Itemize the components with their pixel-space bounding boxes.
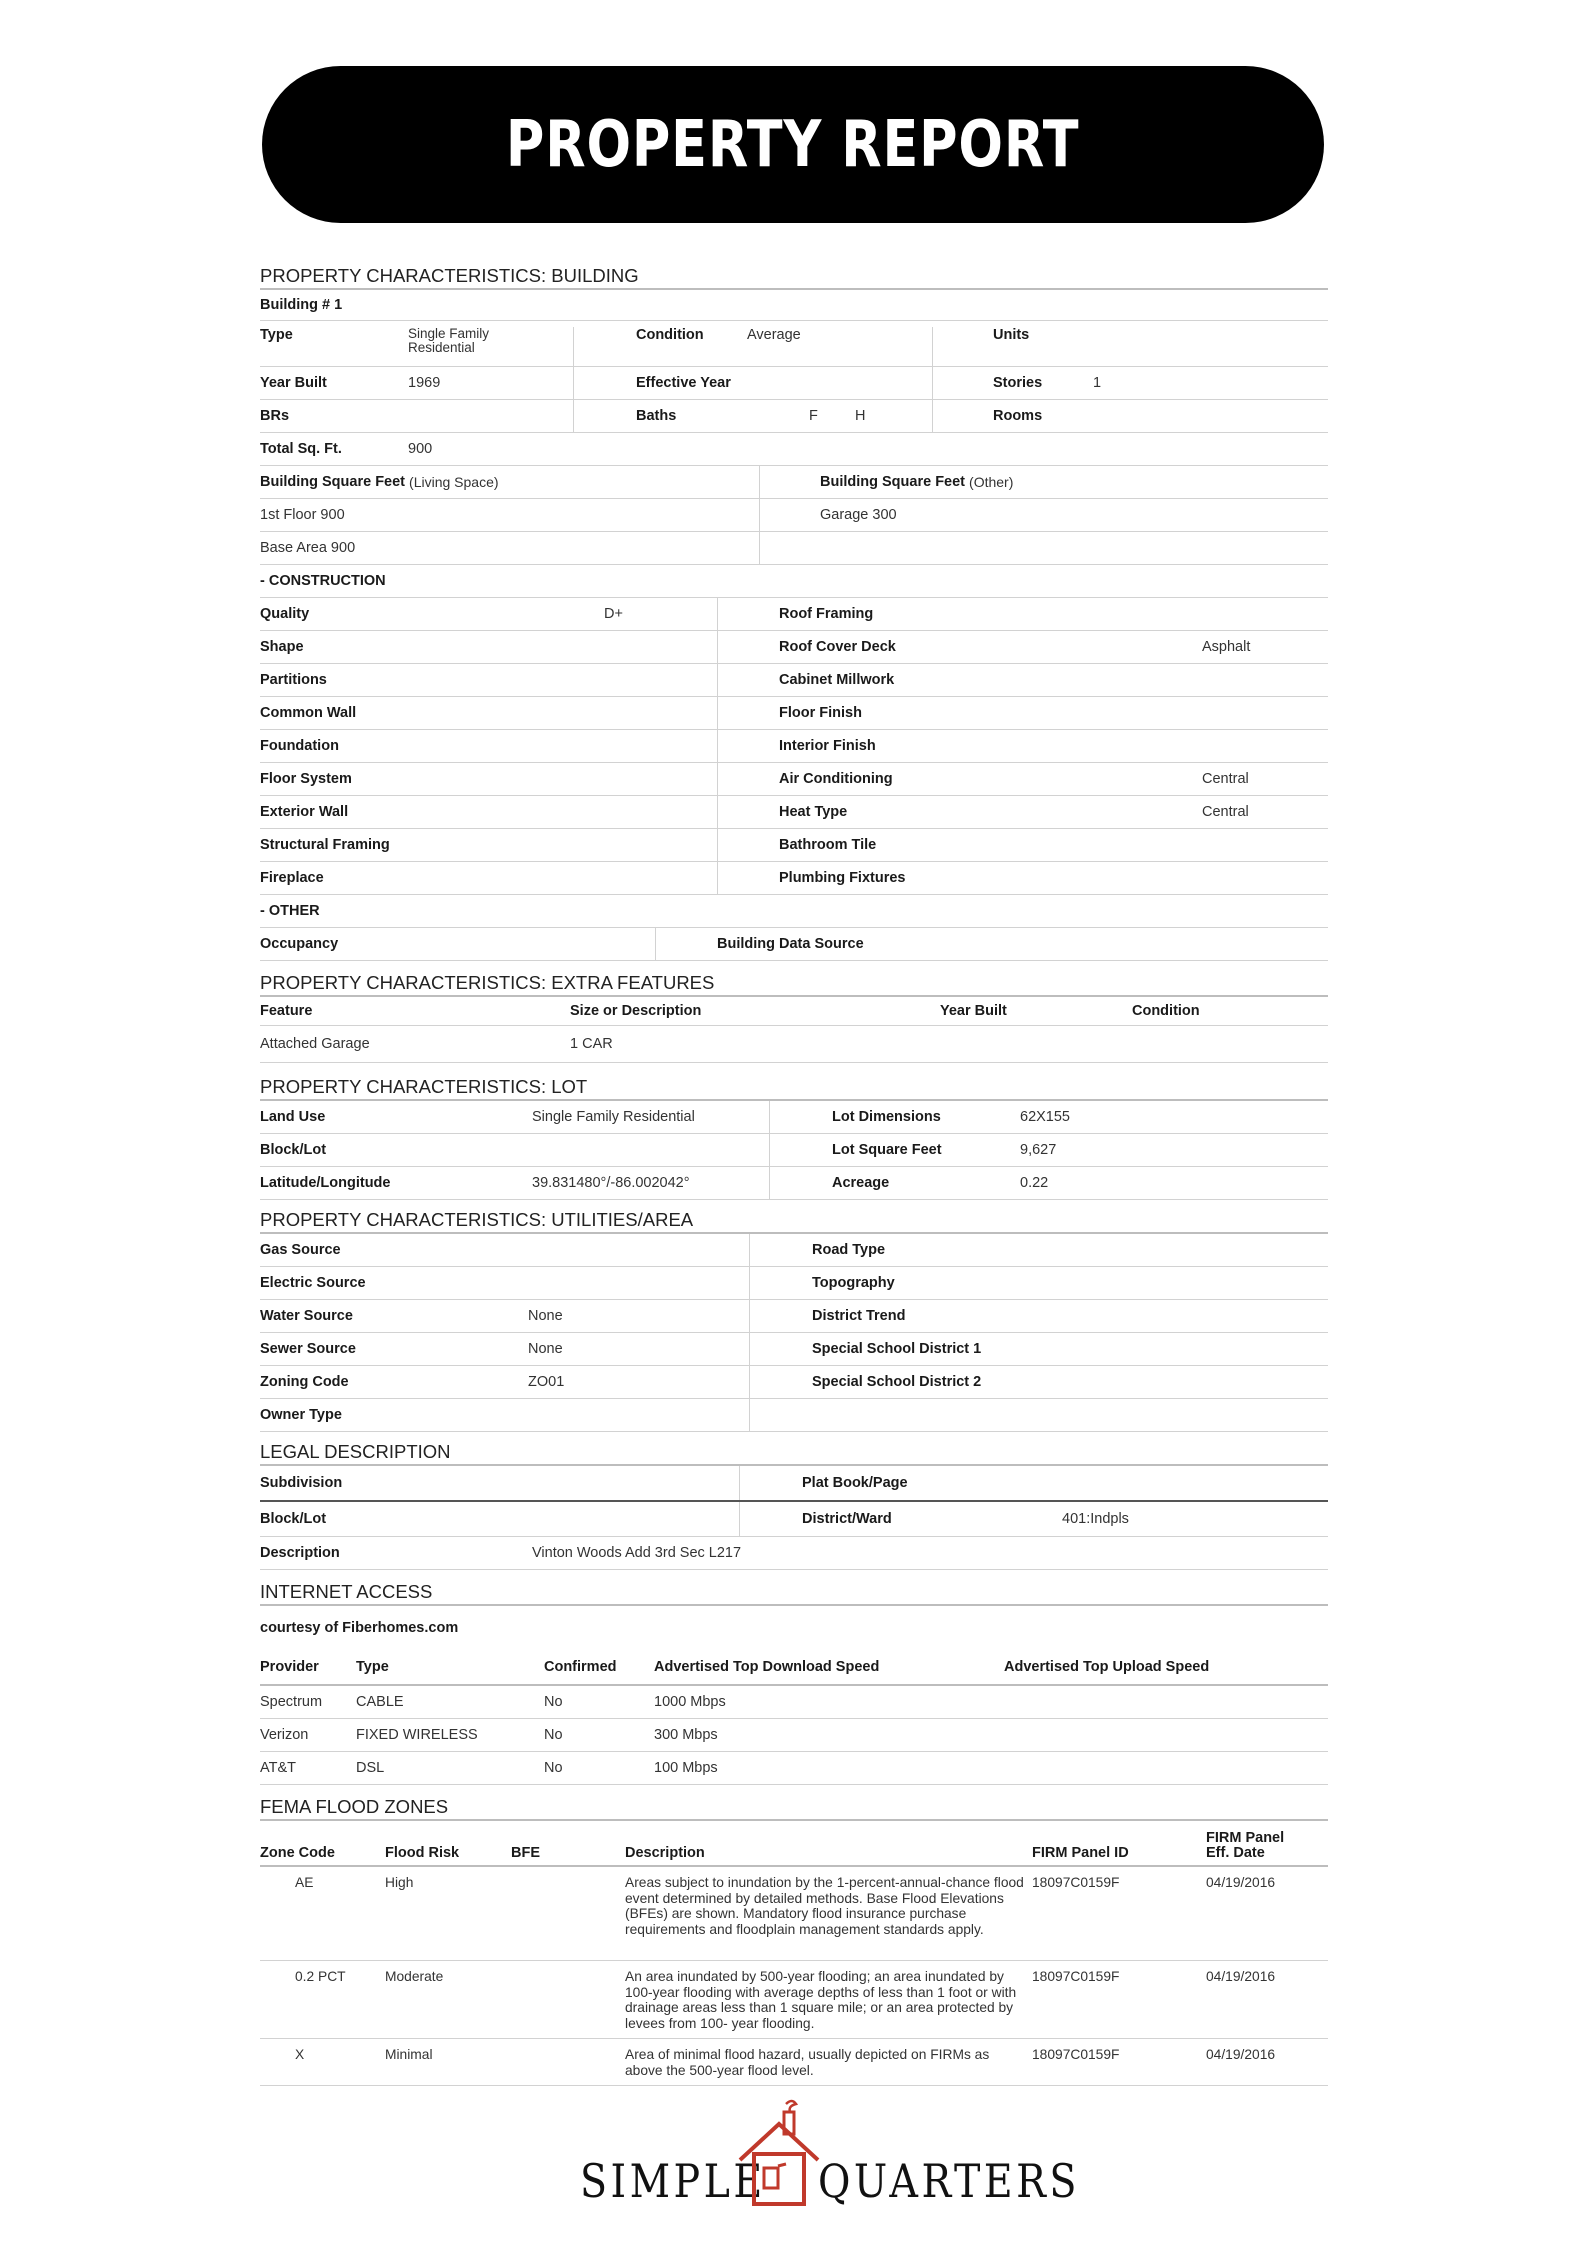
- utility-left-value: [528, 1399, 750, 1431]
- section-title-utilities: PROPERTY CHARACTERISTICS: UTILITIES/AREA: [260, 1208, 1328, 1234]
- fema-bfe: [511, 1969, 625, 2038]
- col-zone-code: Zone Code: [260, 1845, 335, 1861]
- condition-value: Average: [747, 327, 933, 366]
- fema-table: [260, 1867, 1328, 2086]
- utility-right-label: Special School District 1: [812, 1341, 982, 1357]
- construction-right-label: Air Conditioning: [779, 771, 893, 787]
- utility-right-label: Road Type: [812, 1242, 886, 1258]
- lot-left-value: Single Family Residential: [532, 1101, 770, 1133]
- logo-left-word: SIMPLE: [580, 2154, 766, 2208]
- fema-zone: 0.2 PCT: [295, 1969, 346, 1984]
- brs-label: BRs: [260, 400, 574, 432]
- occupancy-row: [260, 928, 1328, 961]
- legal-block-lot-label: Block/Lot: [260, 1502, 740, 1536]
- construction-left-value: [604, 631, 718, 663]
- type-label: Type: [260, 327, 293, 343]
- building-number-row: [260, 290, 1328, 321]
- internet-type: FIXED WIRELESS: [356, 1727, 478, 1743]
- utility-left-value: None: [528, 1333, 750, 1365]
- section-title-lot: PROPERTY CHARACTERISTICS: LOT: [260, 1075, 1328, 1101]
- col-type: Type: [356, 1659, 389, 1675]
- feature-year: [940, 1026, 1132, 1062]
- col-feature: Feature: [260, 1003, 313, 1019]
- utility-left-label: Electric Source: [260, 1275, 366, 1291]
- sqft-header-row: [260, 466, 1328, 499]
- construction-left-label: Structural Framing: [260, 837, 390, 853]
- units-label: Units: [993, 327, 1030, 343]
- col-firm-eff-date: FIRM Panel Eff. Date: [1206, 1830, 1285, 1861]
- fema-row: [260, 2039, 1328, 2086]
- internet-download: 1000 Mbps: [654, 1694, 726, 1710]
- lot-row: [260, 1101, 1328, 1134]
- fema-risk: High: [385, 1875, 414, 1890]
- district-row: [260, 1502, 1328, 1537]
- internet-provider: Verizon: [260, 1727, 309, 1743]
- fema-row: [260, 1961, 1328, 2039]
- condition-label: Condition: [636, 327, 704, 343]
- baths-label: Baths: [636, 408, 677, 424]
- baths-h: H: [855, 400, 933, 432]
- first-floor: 1st Floor 900: [260, 499, 760, 531]
- fema-bfe: [511, 1875, 625, 1960]
- col-size: Size or Description: [570, 1003, 702, 1019]
- other-note: (Other): [969, 474, 1014, 490]
- utility-row: [260, 1234, 1328, 1267]
- other-heading-row: [260, 895, 1328, 928]
- utility-left-value: ZO01: [528, 1366, 750, 1398]
- construction-left-value: [604, 763, 718, 795]
- fema-panel-id: 18097C0159F: [1032, 1875, 1120, 1890]
- first-floor-row: [260, 499, 1328, 532]
- utility-left-label: Owner Type: [260, 1407, 342, 1423]
- col-year-built: Year Built: [940, 1003, 1007, 1019]
- brand-logo: [578, 2098, 1080, 2208]
- logo-right-word: QUARTERS: [818, 2154, 1080, 2208]
- occupancy-label: Occupancy: [260, 928, 656, 960]
- internet-provider: Spectrum: [260, 1694, 323, 1710]
- construction-left-label: Fireplace: [260, 870, 324, 886]
- fema-row: [260, 1867, 1328, 1961]
- col-download: Advertised Top Download Speed: [654, 1659, 880, 1675]
- fema-eff-date: 04/19/2016: [1206, 2047, 1276, 2062]
- other-heading: - OTHER: [260, 903, 320, 919]
- col-flood-risk: Flood Risk: [385, 1845, 460, 1861]
- lot-left-label: Block/Lot: [260, 1142, 327, 1158]
- construction-left-label: Shape: [260, 639, 304, 655]
- construction-right-label: Roof Framing: [779, 606, 874, 622]
- construction-right-value: Central: [1202, 771, 1249, 787]
- construction-right-value: Central: [1202, 804, 1249, 820]
- other-space-header: [760, 466, 1013, 498]
- lot-table: [260, 1101, 1328, 1200]
- construction-row: [260, 697, 1328, 730]
- garage-sqft: Garage 300: [820, 507, 897, 523]
- lot-right-value: 9,627: [1020, 1142, 1057, 1158]
- construction-right-label: Roof Cover Deck: [779, 639, 896, 655]
- data-source-label: Building Data Source: [717, 936, 864, 952]
- construction-left-value: [604, 697, 718, 729]
- utility-right-label: [750, 1399, 812, 1431]
- effective-year-label: Effective Year: [574, 367, 933, 399]
- total-sqft-value: 900: [408, 441, 433, 457]
- courtesy-text: courtesy of Fiberhomes.com: [260, 1620, 459, 1636]
- construction-row: [260, 796, 1328, 829]
- internet-type: DSL: [356, 1760, 385, 1776]
- construction-left-label: Partitions: [260, 672, 327, 688]
- fema-description: Areas subject to inundation by the 1-percent-annual-chance flood event determined by detailed methods. Base Flood Elevations (BFEs) are shown. Mandatory flood insurance purchase requirements and floodplain management standards apply.: [625, 1875, 1024, 1937]
- internet-confirmed: No: [544, 1727, 563, 1743]
- fema-bfe: [511, 2047, 625, 2085]
- stories-value: 1: [1093, 375, 1102, 391]
- construction-left-label: Quality: [260, 606, 310, 622]
- col-upload: Advertised Top Upload Speed: [1004, 1659, 1210, 1675]
- construction-left-label: Foundation: [260, 738, 339, 754]
- base-area: Base Area 900: [260, 532, 760, 564]
- baths-f: F: [809, 408, 818, 424]
- report-banner: [262, 66, 1324, 223]
- lot-left-value: 39.831480°/-86.002042°: [532, 1167, 770, 1199]
- construction-row: [260, 631, 1328, 664]
- utility-row: [260, 1333, 1328, 1366]
- extra-features-header: [260, 997, 1328, 1026]
- section-title-fema: FEMA FLOOD ZONES: [260, 1795, 1328, 1821]
- description-row: [260, 1537, 1328, 1570]
- lot-right-label: Lot Square Feet: [832, 1142, 942, 1158]
- construction-left-label: Common Wall: [260, 705, 357, 721]
- construction-right-value: Asphalt: [1202, 639, 1251, 655]
- utility-left-value: [528, 1234, 750, 1266]
- internet-confirmed: No: [544, 1760, 563, 1776]
- internet-download: 300 Mbps: [654, 1727, 718, 1743]
- rooms-label: Rooms: [993, 408, 1043, 424]
- col-description: Description: [625, 1845, 705, 1861]
- fema-risk: Minimal: [385, 2047, 433, 2062]
- construction-row: [260, 664, 1328, 697]
- living-label: Building Square Feet: [260, 474, 406, 490]
- type-value-text: Single Family Residential: [408, 326, 490, 355]
- utilities-table: [260, 1234, 1328, 1432]
- construction-right-label: Heat Type: [779, 804, 848, 820]
- col-condition: Condition: [1132, 1003, 1200, 1019]
- construction-left-label: Floor System: [260, 771, 352, 787]
- construction-left-value: D+: [604, 598, 718, 630]
- utility-left-value: None: [528, 1300, 750, 1332]
- building-number: Building # 1: [260, 297, 343, 313]
- col-provider: Provider: [260, 1659, 319, 1675]
- construction-right-label: Bathroom Tile: [779, 837, 877, 853]
- utility-right-label: Topography: [812, 1275, 895, 1291]
- col-firm-panel-id: FIRM Panel ID: [1032, 1845, 1129, 1861]
- internet-header: [260, 1650, 1328, 1686]
- utility-left-value: [528, 1267, 750, 1299]
- section-title-extra-features: PROPERTY CHARACTERISTICS: EXTRA FEATURES: [260, 971, 1328, 997]
- internet-row: [260, 1752, 1328, 1785]
- construction-left-value: [604, 664, 718, 696]
- construction-heading: - CONSTRUCTION: [260, 573, 386, 589]
- fema-description: An area inundated by 500-year flooding; an area inundated by 100-year flooding with average depths of less than 1 foot or with drainage areas less than 1 square mile; or an area protected by levees from 100- year flooding.: [625, 1969, 1017, 2031]
- lot-left-label: Land Use: [260, 1109, 326, 1125]
- district-value: 401:Indpls: [1062, 1511, 1129, 1527]
- construction-left-label: Exterior Wall: [260, 804, 349, 820]
- lot-row: [260, 1167, 1328, 1200]
- feature-name: Attached Garage: [260, 1036, 370, 1052]
- total-sqft-label: Total Sq. Ft.: [260, 441, 342, 457]
- total-sqft-row: [260, 433, 1328, 466]
- plat-label: Plat Book/Page: [802, 1475, 908, 1491]
- fema-eff-date: 04/19/2016: [1206, 1969, 1276, 1984]
- lot-row: [260, 1134, 1328, 1167]
- brs-row: [260, 400, 1328, 433]
- col-confirmed: Confirmed: [544, 1659, 617, 1675]
- internet-row: [260, 1686, 1328, 1719]
- other-label: Building Square Feet: [820, 474, 966, 490]
- col-bfe: BFE: [511, 1845, 540, 1861]
- internet-confirmed: No: [544, 1694, 563, 1710]
- lot-left-value: [532, 1134, 770, 1166]
- internet-provider: AT&T: [260, 1760, 296, 1776]
- utility-left-label: Water Source: [260, 1308, 353, 1324]
- construction-left-value: [604, 862, 718, 894]
- section-title-building: PROPERTY CHARACTERISTICS: BUILDING: [260, 264, 1328, 290]
- section-title-legal: LEGAL DESCRIPTION: [260, 1440, 1328, 1466]
- subdivision-label: Subdivision: [260, 1466, 740, 1500]
- construction-row: [260, 862, 1328, 895]
- stories-label: Stories: [993, 375, 1043, 391]
- utility-left-label: Sewer Source: [260, 1341, 356, 1357]
- fema-eff-date: 04/19/2016: [1206, 1875, 1276, 1890]
- type-row: [260, 321, 1328, 367]
- year-built-row: [260, 367, 1328, 400]
- construction-row: [260, 730, 1328, 763]
- utility-row: [260, 1267, 1328, 1300]
- extra-feature-row: [260, 1026, 1328, 1063]
- lot-left-label: Latitude/Longitude: [260, 1175, 391, 1191]
- construction-right-label: Interior Finish: [779, 738, 876, 754]
- construction-row: [260, 763, 1328, 796]
- internet-download: 100 Mbps: [654, 1760, 718, 1776]
- fema-risk: Moderate: [385, 1969, 444, 1984]
- lot-right-value: 62X155: [1020, 1109, 1070, 1125]
- type-value: [408, 327, 574, 366]
- construction-right-label: Plumbing Fixtures: [779, 870, 906, 886]
- section-title-internet: INTERNET ACCESS: [260, 1580, 1328, 1606]
- year-built-value: 1969: [408, 367, 574, 399]
- internet-type: CABLE: [356, 1694, 404, 1710]
- subdivision-row: [260, 1466, 1328, 1502]
- construction-heading-row: [260, 565, 1328, 598]
- utility-left-label: Zoning Code: [260, 1374, 349, 1390]
- feature-size: 1 CAR: [570, 1036, 613, 1052]
- district-label: District/Ward: [802, 1511, 892, 1527]
- fema-zone: AE: [295, 1875, 314, 1890]
- fema-zone: X: [295, 2047, 305, 2062]
- base-area-row: [260, 532, 1328, 565]
- utility-right-label: Special School District 2: [812, 1374, 982, 1390]
- page-title: PROPERTY REPORT: [506, 107, 1080, 182]
- utility-row: [260, 1366, 1328, 1399]
- property-report: [260, 262, 1328, 2086]
- utility-right-label: District Trend: [812, 1308, 906, 1324]
- fema-panel-id: 18097C0159F: [1032, 2047, 1120, 2062]
- living-note: (Living Space): [409, 474, 499, 490]
- lot-right-label: Lot Dimensions: [832, 1109, 941, 1125]
- utility-row: [260, 1399, 1328, 1432]
- construction-left-value: [604, 829, 718, 861]
- construction-table: [260, 598, 1328, 895]
- fema-header: [260, 1821, 1328, 1867]
- utility-row: [260, 1300, 1328, 1333]
- construction-right-label: Floor Finish: [779, 705, 862, 721]
- lot-right-value: 0.22: [1020, 1175, 1049, 1191]
- construction-left-value: [604, 796, 718, 828]
- description-value: Vinton Woods Add 3rd Sec L217: [532, 1545, 742, 1561]
- lot-right-label: Acreage: [832, 1175, 890, 1191]
- house-icon: [734, 2098, 824, 2208]
- utility-left-label: Gas Source: [260, 1242, 341, 1258]
- construction-row: [260, 598, 1328, 631]
- living-space-header: [260, 466, 760, 498]
- construction-row: [260, 829, 1328, 862]
- year-built-label: Year Built: [260, 375, 327, 391]
- description-label: Description: [260, 1545, 340, 1561]
- internet-table: [260, 1686, 1328, 1785]
- internet-row: [260, 1719, 1328, 1752]
- fema-description: Area of minimal flood hazard, usually depicted on FIRMs as above the 500-year flood level.: [625, 2047, 990, 2078]
- construction-right-label: Cabinet Millwork: [779, 672, 895, 688]
- fema-panel-id: 18097C0159F: [1032, 1969, 1120, 1984]
- construction-left-value: [604, 730, 718, 762]
